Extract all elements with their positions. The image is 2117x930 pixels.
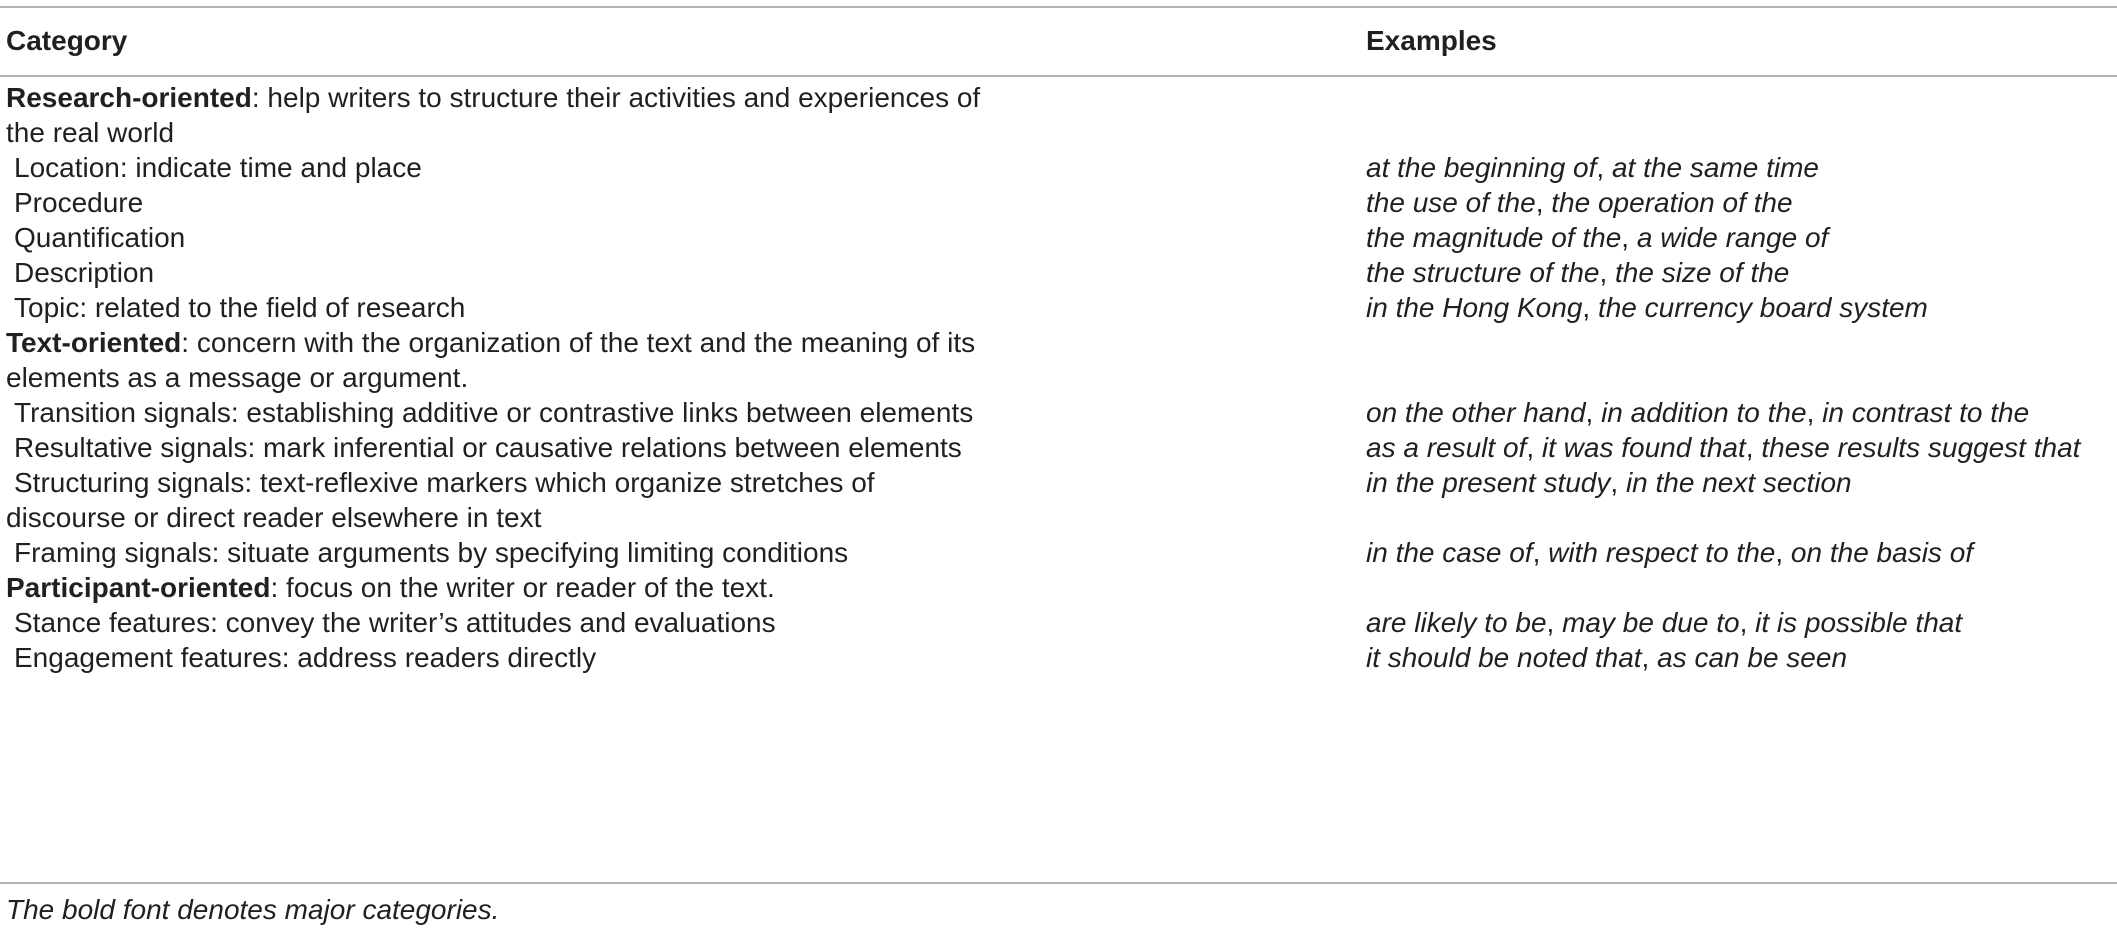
category-cell [14, 535, 1026, 570]
example-separator: , [1745, 432, 1762, 463]
example-separator: , [1610, 467, 1626, 498]
subcategory-label: Engagement features: address readers directly [14, 642, 597, 673]
subcategory-label: Structuring signals: text-reflexive markers which organize stretches of [14, 467, 875, 498]
example-separator: , [1775, 537, 1791, 568]
example-phrase: in the Hong Kong [1366, 292, 1583, 323]
subcategory-label: Framing signals: situate arguments by specifying limiting conditions [14, 537, 849, 568]
example-separator: , [1582, 292, 1598, 323]
subcategory-label: Description [14, 257, 155, 288]
subcategory-label: Stance features: convey the writer’s attitudes and evaluations [14, 607, 776, 638]
table-bottom-rule [0, 882, 2117, 884]
example-phrase: as a result of [1366, 432, 1527, 463]
subcategory-label: Transition signals: establishing additive or contrastive links between elements [14, 397, 974, 428]
example-separator: , [1526, 432, 1542, 463]
example-phrase: on the other hand [1366, 397, 1586, 428]
examples-cell [1366, 535, 2116, 570]
example-phrase: in the case of [1366, 537, 1533, 568]
header-category: Category [6, 25, 128, 56]
example-phrase: in contrast to the [1822, 397, 2030, 428]
examples-cell [1366, 640, 2116, 675]
examples-cell [1366, 185, 2116, 220]
example-separator: , [1596, 152, 1612, 183]
example-phrase: the magnitude of the [1366, 222, 1622, 253]
category-description: : concern with the organization of the text and the meaning of its [181, 327, 976, 358]
example-phrase: the operation of the [1551, 187, 1793, 218]
example-phrase: the size of the [1615, 257, 1790, 288]
subcategory-label-continued: discourse or direct reader elsewhere in text [6, 502, 542, 533]
examples-cell [1366, 255, 2116, 290]
example-phrase: in addition to the [1601, 397, 1807, 428]
major-category-name: Text-oriented [6, 327, 182, 358]
category-description: : help writers to structure their activities and experiences of [251, 82, 981, 113]
category-cell [6, 325, 1026, 395]
category-description: : focus on the writer or reader of the text. [270, 572, 775, 603]
subcategory-label: Resultative signals: mark inferential or causative relations between elements [14, 432, 962, 463]
example-separator: , [1621, 222, 1637, 253]
subcategory-label: Quantification [14, 222, 186, 253]
example-separator: , [1641, 642, 1658, 673]
example-phrase: in the present study [1366, 467, 1611, 498]
example-phrase: it was found that [1541, 432, 1746, 463]
table-footnote: The bold font denotes major categories. [6, 894, 500, 925]
example-separator: , [1806, 397, 1823, 428]
category-cell [14, 640, 1026, 675]
example-separator: , [1535, 187, 1552, 218]
example-separator: , [1532, 537, 1549, 568]
category-cell [6, 80, 1026, 150]
example-phrase: the currency board system [1597, 292, 1928, 323]
category-cell [14, 605, 1026, 640]
example-phrase: are likely to be [1366, 607, 1547, 638]
examples-cell [1366, 150, 2116, 185]
examples-cell [1366, 220, 2116, 255]
example-separator: , [1599, 257, 1616, 288]
example-phrase: as can be seen [1657, 642, 1848, 673]
header-examples: Examples [1366, 25, 1497, 56]
example-separator: , [1546, 607, 1563, 638]
examples-cell [1366, 465, 2116, 500]
category-cell [14, 290, 1026, 325]
example-separator: , [1739, 607, 1756, 638]
example-phrase: it is possible that [1755, 607, 1963, 638]
subcategory-label: Topic: related to the field of research [14, 292, 466, 323]
example-phrase: may be due to [1562, 607, 1740, 638]
category-cell [6, 570, 1026, 605]
example-phrase: in the next section [1625, 467, 1852, 498]
category-cell [14, 395, 1026, 430]
subcategory-label: Procedure [14, 187, 144, 218]
category-cell [6, 465, 1026, 535]
example-separator: , [1585, 397, 1602, 428]
category-description-continued: the real world [6, 117, 175, 148]
category-cell [14, 430, 1026, 465]
category-cell [14, 150, 1026, 185]
example-phrase: the structure of the [1366, 257, 1600, 288]
category-description-continued: elements as a message or argument. [6, 362, 469, 393]
examples-cell [1366, 395, 2116, 430]
table-header-rule [0, 75, 2117, 77]
major-category-name: Research-oriented [6, 82, 252, 113]
examples-cell [1366, 605, 2116, 640]
example-phrase: the use of the [1366, 187, 1536, 218]
example-phrase: at the beginning of [1366, 152, 1597, 183]
example-phrase: at the same time [1611, 152, 1819, 183]
examples-cell [1366, 430, 2116, 465]
example-phrase: on the basis of [1790, 537, 1974, 568]
major-category-name: Participant-oriented [6, 572, 271, 603]
example-phrase: a wide range of [1636, 222, 1829, 253]
subcategory-label: Location: indicate time and place [14, 152, 422, 183]
table-header [0, 8, 2117, 75]
example-phrase: with respect to the [1548, 537, 1776, 568]
category-cell [14, 255, 1026, 290]
example-phrase: it should be noted that [1366, 642, 1642, 673]
category-cell [14, 185, 1026, 220]
examples-cell [1366, 290, 2116, 325]
category-cell [14, 220, 1026, 255]
example-phrase: these results suggest that [1761, 432, 2081, 463]
